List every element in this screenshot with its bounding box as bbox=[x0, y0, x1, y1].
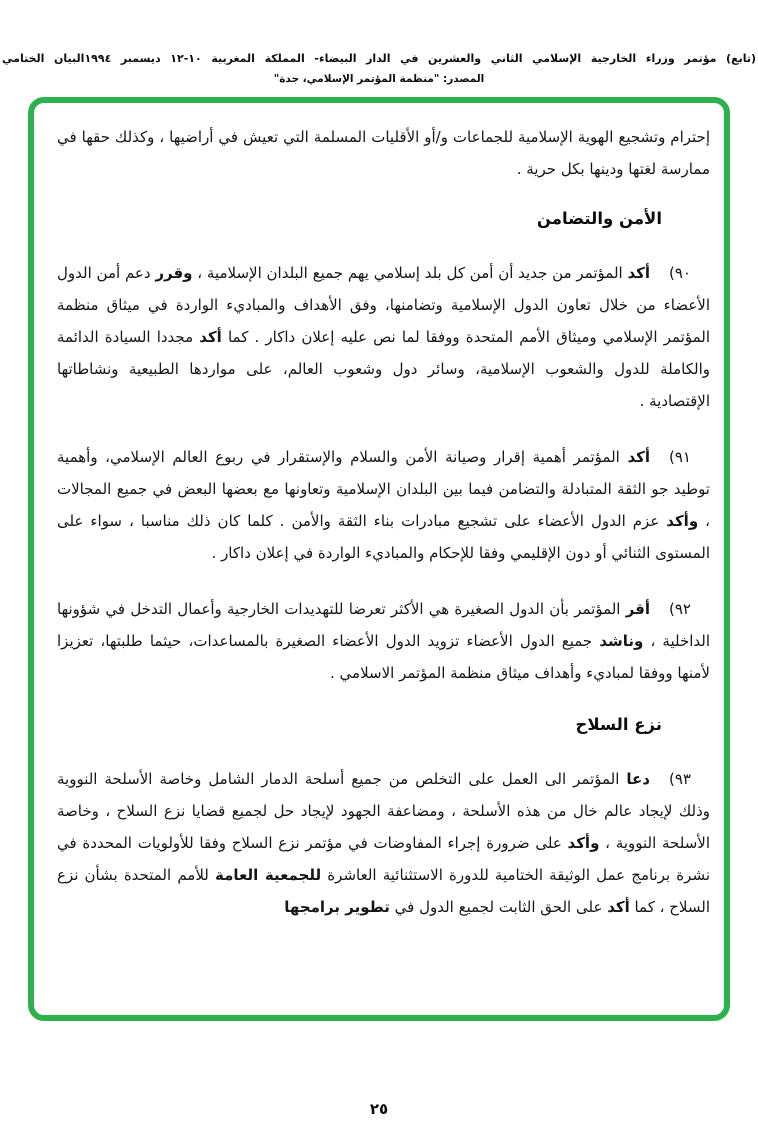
text-segment: تطوير برامجها bbox=[284, 898, 390, 916]
text-segment: على الحق الثابت لجميع الدول في bbox=[389, 898, 608, 916]
list-item-93 bbox=[57, 763, 710, 923]
paragraph-text bbox=[57, 257, 710, 417]
paragraph-text bbox=[57, 441, 710, 569]
text-segment: جميع الدول الأعضاء تزويد الدول الأعضاء الصغيرة بالمساعدات، حيثما طلبتها، تعزيزا لأمنها ووفقا لمباديء وأهداف ميثاق منظمة المؤتمر الاسلامي . bbox=[57, 632, 710, 682]
text-segment: المؤتمر من جديد أن أمن كل بلد إسلامي يهم جميع البلدان الإسلامية ، bbox=[192, 264, 628, 282]
text-segment: للأمم المتحدة بشأن نزع السلاح ، كما bbox=[57, 866, 710, 916]
list-item-90 bbox=[57, 257, 710, 417]
text-segment: المؤتمر أهمية إقرار وصيانة الأمن والسلام والإستقرار في ربوع العالم الإسلامي، وأهمية توطيد جو الثقة المتبادلة والتضامن فيما بين البلدان الإسلامية وتعاونها مع بعضها البعض في جميع المجالات ، bbox=[57, 448, 711, 530]
paragraph-text bbox=[57, 593, 710, 689]
text-segment: مجددا السيادة الدائمة والكاملة للدول والشعوب الإسلامية، وسائر دول وشعوب العالم، على مواردها الطبيعية ونشاطاتها الإقتصادية . bbox=[57, 328, 710, 410]
section-heading-security: الأمن والتضامن bbox=[536, 209, 662, 228]
text-segment: عزم الدول الأعضاء على تشجيع مبادرات بناء الثقة والأمن . كلما كان ذلك مناسبا ، سواء على المستوى الثنائي أو دون الإقليمي وفقا للإحكام والمباديء الواردة في إعلان داكار . bbox=[57, 512, 710, 562]
text-segment: للجمعية العامة bbox=[215, 866, 322, 884]
text-segment: دعم أمن الدول الأعضاء من خلال تعاون الدول الإسلامية وتضامنها، وفق الأهداف والمباديء الواردة في ميثاق منظمة المؤتمر الإسلامي وميثاق الأمم المتحدة ووفقا لما نص عليه إعلان داكار . كما bbox=[57, 264, 710, 346]
list-item-91 bbox=[57, 441, 710, 569]
text-segment: وأكد bbox=[666, 512, 699, 530]
text-segment: أكد bbox=[627, 448, 650, 466]
paragraph-text bbox=[57, 763, 710, 923]
list-item-92 bbox=[57, 593, 710, 689]
text-segment: أكد bbox=[627, 264, 650, 282]
text-segment: دعا bbox=[626, 770, 650, 788]
text-segment: على ضرورة إجراء المفاوضات في مؤتمر نزع السلاح وفقا للأولويات المحددة في نشرة برنامج عمل الوثيقة الختامية للدورة الاستثنائية العاشرة bbox=[57, 834, 710, 884]
source-line: المصدر: "منظمة المؤتمر الإسلامي، جدة" bbox=[273, 73, 485, 85]
document-header: (تابع) مؤتمر وزراء الخارجية الإسلامي الثاني والعشرين في الدار البيضاء- المملكة المغربية ١٠-١٢ ديسمبر ١٩٩٤البيان الختامي bbox=[2, 52, 757, 65]
text-segment: وناشد bbox=[599, 632, 644, 650]
paragraph-number: (٩٣ bbox=[669, 770, 691, 788]
paragraph-number: (٩٢ bbox=[669, 600, 691, 618]
intro-paragraph: إحترام وتشجيع الهوية الإسلامية للجماعات و/أو الأقليات المسلمة التي تعيش في أراضيها ، وكذلك حقها في ممارسة لغتها ودينها بكل حرية . bbox=[57, 128, 710, 178]
paragraph-number: (٩٠ bbox=[669, 264, 691, 282]
text-segment: المؤتمر بأن الدول الصغيرة هي الأكثر تعرضا للتهديدات الخارجية وأعمال التدخل في شؤونها الداخلية ، bbox=[57, 600, 711, 650]
text-segment: وأكد bbox=[567, 834, 600, 852]
text-segment: المؤتمر الى العمل على التخلص من جميع أسلحة الدمار الشامل وخاصة الأسلحة النووية وذلك لإيجاد عالم خال من هذه الأسلحة ، ومضاعفة الجهود لإيجاد حل لجميع قضايا نزع السلاح ، وخاصة الأسلحة النووية ، bbox=[57, 770, 710, 852]
text-segment: وقرر bbox=[155, 264, 193, 282]
text-segment: أكد bbox=[199, 328, 222, 346]
content-box bbox=[28, 97, 730, 1021]
document-page bbox=[0, 50, 758, 1128]
page-number: ٢٥ bbox=[369, 1100, 389, 1118]
text-segment: أكد bbox=[607, 898, 630, 916]
text-segment: أقر bbox=[625, 600, 650, 618]
paragraph-number: (٩١ bbox=[669, 448, 691, 466]
section-heading-disarmament: نزع السلاح bbox=[575, 715, 662, 734]
